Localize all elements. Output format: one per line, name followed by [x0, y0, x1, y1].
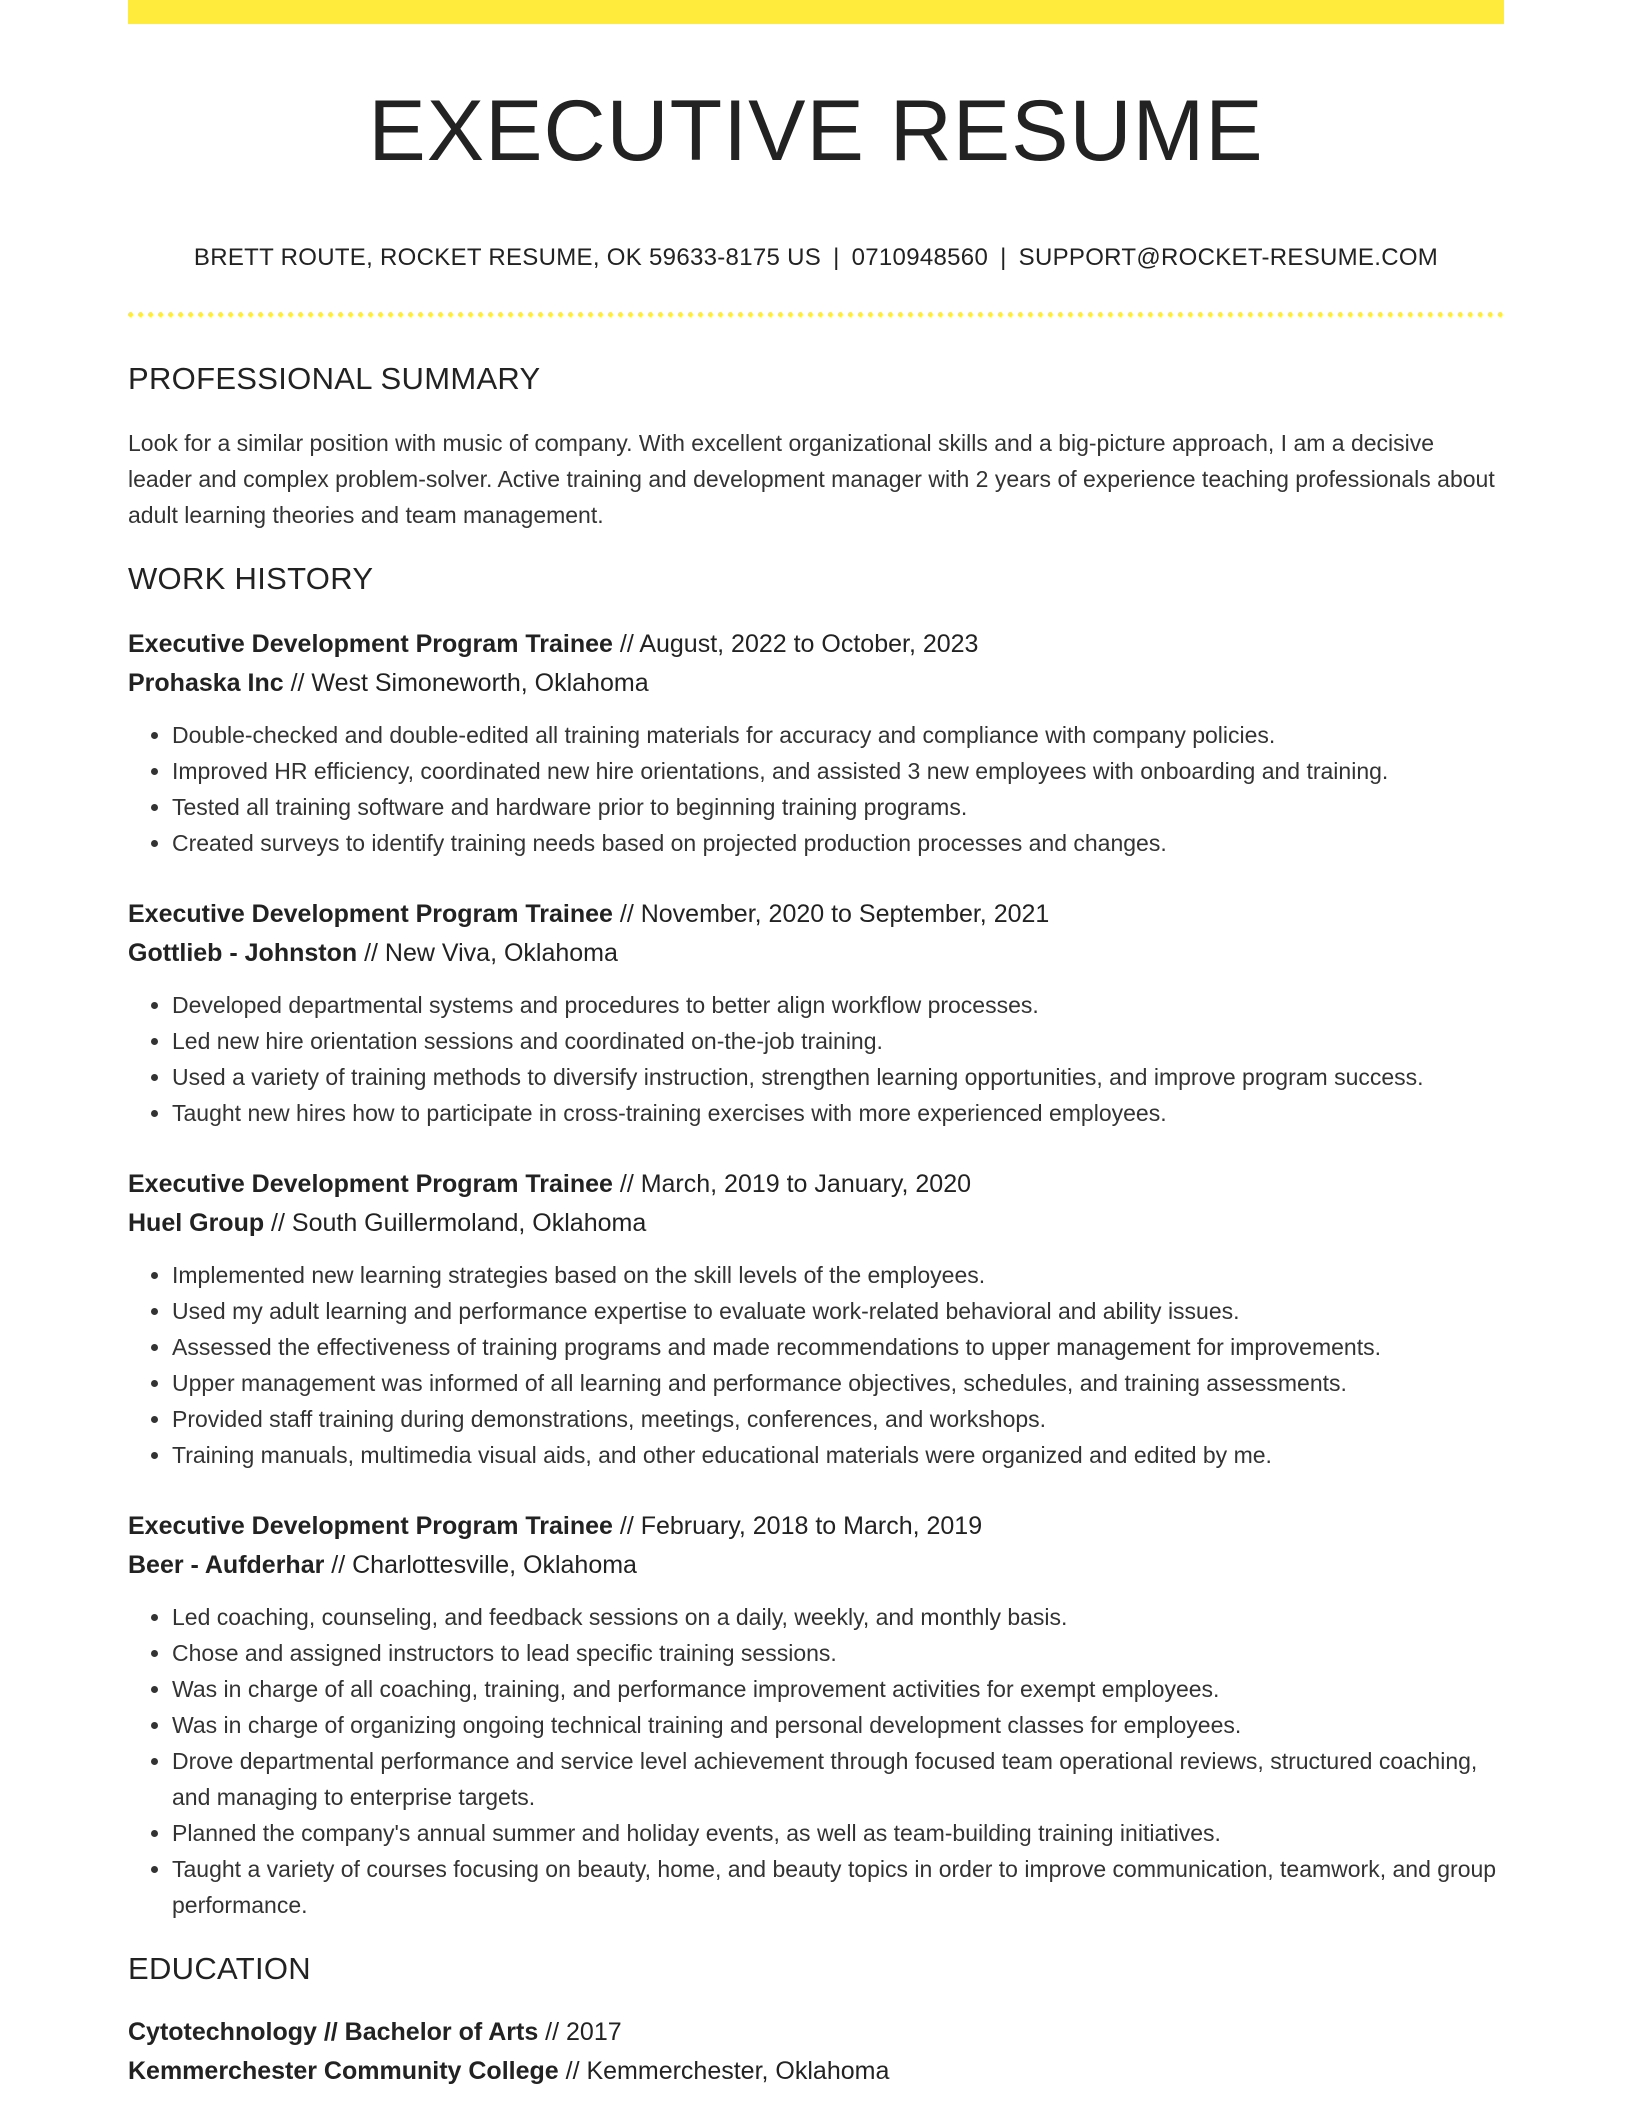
job-company: Prohaska Inc [128, 669, 284, 698]
section-heading-work-history: WORK HISTORY [128, 561, 374, 597]
job-dates: // November, 2020 to September, 2021 [612, 900, 1050, 929]
job-bullet-list [128, 1257, 1504, 1473]
job-bullet: • Double-checked and double-edited all training materials for accuracy and compliance with company policies. [172, 717, 1504, 753]
job-bullet: • Created surveys to identify training needs based on projected production processes and changes. [172, 825, 1504, 861]
job-bullet: • Provided staff training during demonstrations, meetings, conferences, and workshops. [172, 1401, 1504, 1437]
contact-separator: | [833, 244, 840, 272]
work-history-section [128, 561, 1504, 1923]
contact-line [128, 244, 1504, 272]
section-heading-summary: PROFESSIONAL SUMMARY [128, 361, 541, 397]
summary-text: Look for a similar position with music of company. With excellent organizational skills and a big-picture approach, I am a decisive leader and complex problem-solver. Active training and development manager with 2 years of experience teaching professionals about adult learning theories and team management. [128, 430, 1495, 529]
job-bullet: • Chose and assigned instructors to lead specific training sessions. [172, 1635, 1504, 1671]
job-bullet: • Used a variety of training methods to diversify instruction, strengthen learning opportunities, and improve program success. [172, 1059, 1504, 1095]
job-role: Executive Development Program Trainee [128, 630, 613, 659]
job-location: // Charlottesville, Oklahoma [324, 1551, 637, 1580]
education-year: // 2017 [538, 2018, 622, 2047]
contact-email: SUPPORT@ROCKET-RESUME.COM [1018, 244, 1439, 272]
job-bullet: • Implemented new learning strategies based on the skill levels of the employees. [172, 1257, 1504, 1293]
job-location: // New Viva, Oklahoma [357, 939, 618, 968]
education-degree-line [128, 2013, 1504, 2052]
job-role: Executive Development Program Trainee [128, 900, 613, 929]
accent-top-bar [128, 0, 1504, 24]
professional-summary-section [128, 361, 1504, 533]
job-bullet: • Was in charge of all coaching, training, and performance improvement activities for exempt employees. [172, 1671, 1504, 1707]
job-company-line [128, 934, 1504, 973]
job-bullet-list [128, 717, 1504, 861]
job-company-line [128, 1204, 1504, 1243]
job-location: // South Guillermoland, Oklahoma [264, 1209, 647, 1238]
job-bullet: • Assessed the effectiveness of training programs and made recommendations to upper management for improvements. [172, 1329, 1504, 1365]
job-role: Executive Development Program Trainee [128, 1512, 613, 1541]
job-company: Beer - Aufderhar [128, 1551, 325, 1580]
job-bullet: • Drove departmental performance and service level achievement through focused team operational reviews, structured coaching, and managing to enterprise targets. [172, 1743, 1504, 1815]
resume-page [128, 0, 1504, 2091]
job-bullet: • Taught new hires how to participate in cross-training exercises with more experienced employees. [172, 1095, 1504, 1131]
job-role-line [128, 895, 1504, 934]
education-section [128, 1951, 1504, 2091]
job-bullet: • Training manuals, multimedia visual aids, and other educational materials were organized and edited by me. [172, 1437, 1504, 1473]
education-location: // Kemmerchester, Oklahoma [558, 2057, 890, 2086]
job-bullet: • Led coaching, counseling, and feedback sessions on a daily, weekly, and monthly basis. [172, 1599, 1504, 1635]
job-dates: // August, 2022 to October, 2023 [612, 630, 979, 659]
job-bullet: • Led new hire orientation sessions and coordinated on-the-job training. [172, 1023, 1504, 1059]
job-role: Executive Development Program Trainee [128, 1170, 613, 1199]
job-bullet: • Planned the company's annual summer and holiday events, as well as team-building training initiatives. [172, 1815, 1504, 1851]
job-dates: // February, 2018 to March, 2019 [612, 1512, 983, 1541]
job-company-line [128, 1546, 1504, 1585]
job-bullet-list [128, 1599, 1504, 1923]
job-entry [128, 1165, 1504, 1473]
job-bullet: • Tested all training software and hardware prior to beginning training programs. [172, 789, 1504, 825]
job-bullet: • Developed departmental systems and procedures to better align workflow processes. [172, 987, 1504, 1023]
job-entry [128, 1507, 1504, 1923]
job-dates: // March, 2019 to January, 2020 [612, 1170, 972, 1199]
job-company: Gottlieb - Johnston [128, 939, 358, 968]
education-school-line [128, 2052, 1504, 2091]
job-bullet: • Used my adult learning and performance expertise to evaluate work-related behavioral and ability issues. [172, 1293, 1504, 1329]
education-school: Kemmerchester Community College [128, 2057, 559, 2086]
job-entry [128, 895, 1504, 1131]
job-bullet: • Taught a variety of courses focusing on beauty, home, and beauty topics in order to improve communication, teamwork, and group performance. [172, 1851, 1504, 1923]
dotted-divider [128, 312, 1504, 317]
job-role-line [128, 1507, 1504, 1546]
job-bullet: • Was in charge of organizing ongoing technical training and personal development classes for employees. [172, 1707, 1504, 1743]
job-bullet-list [128, 987, 1504, 1131]
resume-title: EXECUTIVE RESUME [368, 83, 1264, 179]
job-company-line [128, 664, 1504, 703]
contact-separator: | [1000, 244, 1007, 272]
contact-phone: 0710948560 [851, 244, 989, 272]
section-heading-education: EDUCATION [128, 1951, 311, 1987]
job-role-line [128, 1165, 1504, 1204]
job-bullet: • Improved HR efficiency, coordinated new hire orientations, and assisted 3 new employees with onboarding and training. [172, 753, 1504, 789]
education-degree: Cytotechnology // Bachelor of Arts [128, 2018, 539, 2047]
job-bullet: • Upper management was informed of all learning and performance objectives, schedules, and training assessments. [172, 1365, 1504, 1401]
job-location: // West Simoneworth, Oklahoma [283, 669, 649, 698]
job-role-line [128, 625, 1504, 664]
job-entry [128, 625, 1504, 861]
education-entry [128, 2013, 1504, 2091]
job-company: Huel Group [128, 1209, 265, 1238]
contact-address: BRETT ROUTE, ROCKET RESUME, OK 59633-8175 US [193, 244, 822, 272]
